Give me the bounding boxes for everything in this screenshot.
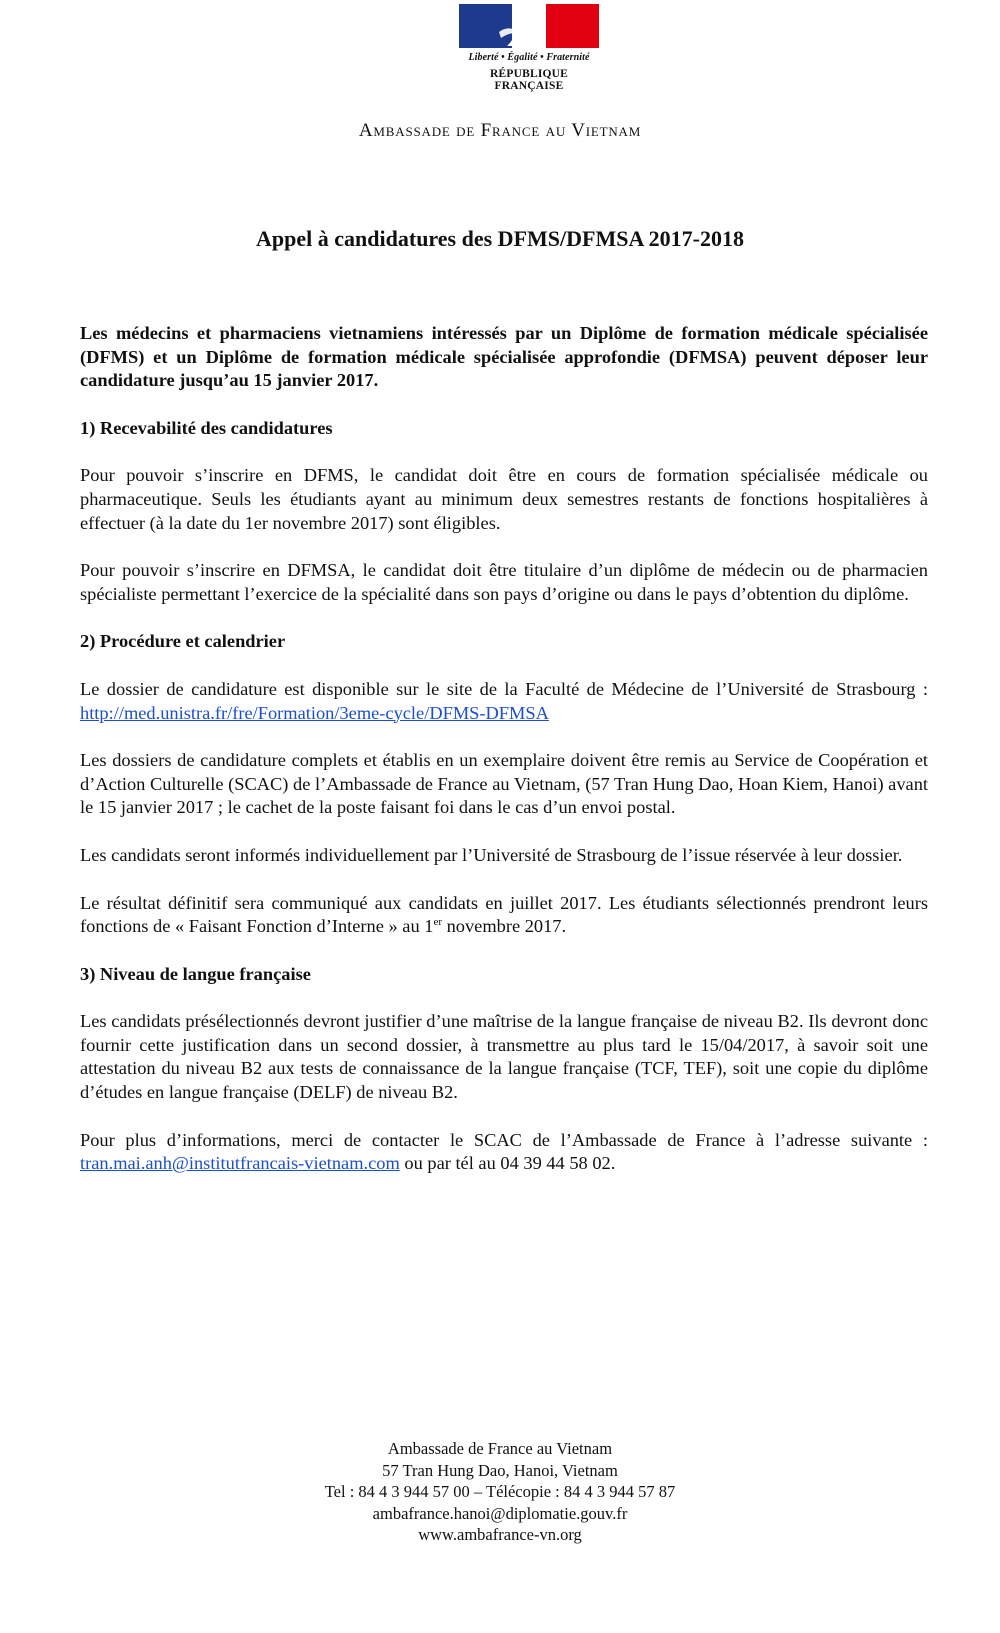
republic-motto: Liberté • Égalité • Fraternité	[468, 52, 590, 63]
marianne-profile-icon	[493, 8, 553, 48]
paragraph-dfmsa-eligibility: Pour pouvoir s’inscrire en DFMSA, le candidat doit être titulaire d’un diplôme de médecin ou de pharmacien spécialiste permettant l’exercice de la spécialité dans son pays d’origine ou dans le pays d’obtention du diplôme.	[80, 560, 928, 604]
application-file-text: Le dossier de candidature est disponible sur le site de la Faculté de Médecine de l’Université de Strasbourg :	[80, 678, 928, 699]
paragraph-contact	[80, 1129, 928, 1176]
footer-website: www.ambafrance-vn.org	[418, 1525, 582, 1544]
contact-text: Pour plus d’informations, merci de contacter le SCAC de l’Ambassade de France à l’adresse suivante :	[80, 1129, 928, 1150]
faculty-link[interactable]: http://med.unistra.fr/fre/Formation/3eme-cycle/DFMS-DFMSA	[80, 702, 549, 723]
footer-address: 57 Tran Hung Dao, Hanoi, Vietnam	[382, 1460, 618, 1480]
tricolor-flag	[459, 4, 599, 48]
paragraph-dfms-eligibility: Pour pouvoir s’inscrire en DFMS, le candidat doit être en cours de formation spécialisée médicale ou pharmaceutique. Seuls les étudiants ayant au minimum deux semestres restants de fonctions hospitalières à effectuer (à la date du 1er novembre 2017) sont éligibles.	[80, 465, 928, 533]
footer-phone: Tel : 84 4 3 944 57 00 – Télécopie : 84 4 3 944 57 87	[324, 1482, 676, 1501]
section-heading-procedure: 2) Procédure et calendrier	[80, 631, 286, 652]
page-title: Appel à candidatures des DFMS/DFMSA 2017-2018	[256, 226, 744, 251]
paragraph-application-file	[80, 678, 928, 725]
contact-email-link[interactable]: tran.mai.anh@institutfrancais-vietnam.com	[80, 1153, 400, 1174]
contact-phone-text: ou par tél au 04 39 44 58 02.	[399, 1153, 616, 1174]
footer-embassy: Ambassade de France au Vietnam	[387, 1439, 613, 1458]
section-heading-language: 3) Niveau de langue française	[80, 963, 311, 984]
footer	[0, 1438, 1000, 1546]
letter-body	[80, 322, 928, 1200]
paragraph-language-level: Les candidats présélectionnés devront justifier d’une maîtrise de la langue française de niveau B2. Ils devront donc fournir cette justification dans un second dossier, à transmettre au plus tard le 15/04/2017, à savoir soit une attestation du niveau B2 aux tests de connaissance de la langue française (TCF, TEF), soit une copie du diplôme d’études en langue française (DELF) de niveau B2.	[80, 1011, 928, 1103]
footer-email: ambafrance.hanoi@diplomatie.gouv.fr	[372, 1503, 628, 1523]
results-text: Le résultat définitif sera communiqué aux candidats en juillet 2017. Les étudiants sélectionnés prendront leurs fonctions de « Faisant Fonction d’Interne » au 1	[80, 892, 928, 937]
paragraph-submission: Les dossiers de candidature complets et établis en un exemplaire doivent être remis au Service de Coopération et d’Action Culturelle (SCAC) de l’Ambassade de France au Vietnam, (57 Tran Hung Dao, Hoan Kiem, Hanoi) avant le 15 janvier 2017 ; le cachet de la poste faisant foi dans le cas d’un envoi postal.	[80, 750, 928, 818]
section-heading-admissibility: 1) Recevabilité des candidatures	[80, 417, 333, 438]
embassy-header: Ambassade de France au Vietnam	[358, 120, 642, 141]
paragraph-results	[80, 892, 928, 939]
results-text-end: novembre 2017.	[441, 916, 567, 937]
republic-name: RÉPUBLIQUE FRANÇAISE	[489, 68, 569, 92]
ordinal-superscript: er	[433, 915, 442, 928]
marianne-logo	[459, 4, 599, 90]
paragraph-notification: Les candidats seront informés individuellement par l’Université de Strasbourg de l’issue réservée à leur dossier.	[80, 844, 903, 865]
intro-paragraph: Les médecins et pharmaciens vietnamiens intéressés par un Diplôme de formation médicale spécialisée (DFMS) et un Diplôme de formation médicale spécialisée approfondie (DFMSA) peuvent déposer leur candidature jusqu’au 15 janvier 2017.	[80, 323, 928, 391]
